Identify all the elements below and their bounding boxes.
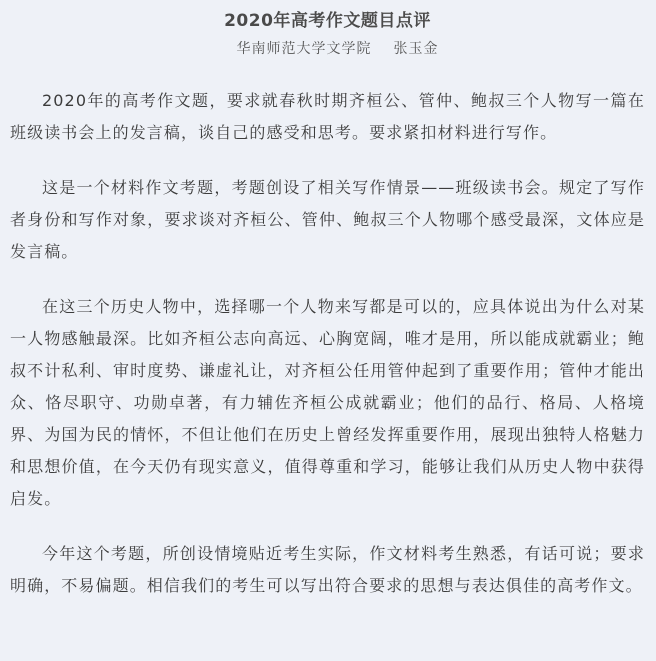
author-name: 张玉金 [393, 41, 439, 57]
institution: 华南师范大学文学院 [236, 41, 372, 57]
article-title: 2020年高考作文题目点评 [224, 11, 431, 31]
paragraph-3: 在这三个历史人物中，选择哪一个人物来写都是可以的，应具体说出为什么对某一人物感触最深。比如齐桓公志向高远、心胸宽阔，唯才是用，所以能成就霸业；鲍叔不计私利、审时度势、谦虚礼让，对齐桓公任用管仲起到了重要作用；管仲才能出众、恪尽职守、功勋卓著，有力辅佐齐桓公成就霸业；他们的品行、格局、人格境界、为国为民的情怀，不但让他们在历史上曾经发挥重要作用，展现出独特人格魅力和思想价值，在今天仍有现实意义，值得尊重和学习，能够让我们从历史人物中获得启发。 [10, 297, 645, 508]
byline [10, 34, 645, 64]
paragraph-1: 2020年的高考作文题，要求就春秋时期齐桓公、管仲、鲍叔三个人物写一篇在班级读书会上的发言稿，谈自己的感受和思考。要求紧扣材料进行写作。 [10, 91, 645, 142]
article-body [10, 85, 645, 602]
paragraph-2: 这是一个材料作文考题，考题创设了相关写作情景——班级读书会。规定了写作者身份和写作对象，要求谈对齐桓公、管仲、鲍叔三个人物哪个感受最深，文体应是发言稿。 [10, 178, 645, 261]
paragraph-4: 今年这个考题，所创设情境贴近考生实际，作文材料考生熟悉，有话可说；要求明确，不易偏题。相信我们的考生可以写出符合要求的思想与表达俱佳的高考作文。 [10, 544, 645, 595]
